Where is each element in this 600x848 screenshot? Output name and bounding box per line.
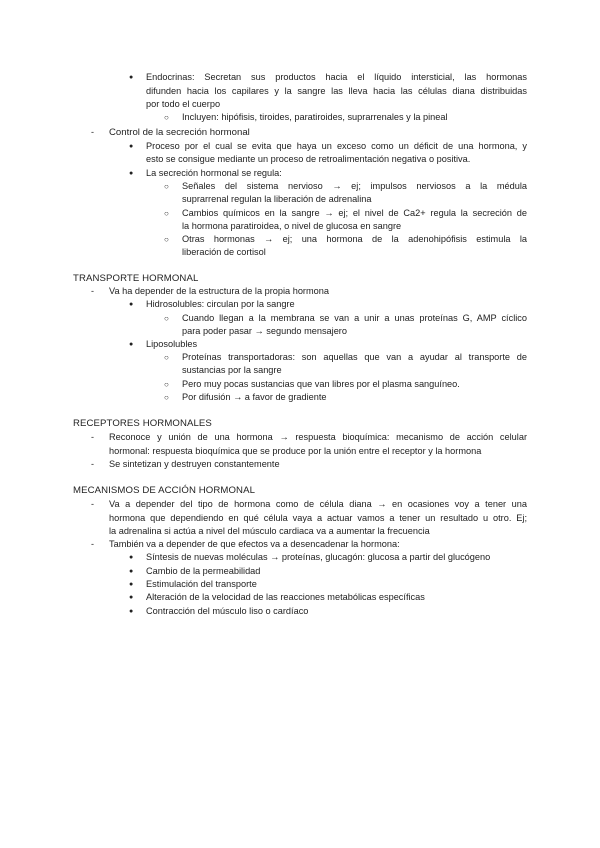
text-line: Liposolubles bbox=[146, 339, 198, 349]
circle-bullet-icon: ○ bbox=[164, 353, 169, 362]
text-line: Señales del sistema nervioso → ej; impulsos nerviosos a la médula bbox=[182, 181, 527, 191]
bullet-icon: ● bbox=[129, 143, 134, 150]
text-line: hormonal: respuesta bioquímica que se produce por la unión entre el receptor y la hormona bbox=[109, 446, 482, 456]
text-line: También va a depender de que efectos va a desencadenar la hormona: bbox=[109, 539, 400, 549]
text-line: Otras hormonas → ej; una hormona de la adenohipófisis estimula la bbox=[182, 234, 527, 244]
bullet-icon: ● bbox=[129, 341, 134, 348]
text-line: Incluyen: hipófisis, tiroides, paratiroides, suprarrenales y la pineal bbox=[182, 112, 448, 122]
text-line: La secreción hormonal se regula: bbox=[146, 168, 282, 178]
bullet-icon: ● bbox=[129, 74, 134, 81]
text-line: Hidrosolubles: circulan por la sangre bbox=[146, 299, 295, 309]
text-line: esto se consigue mediante un proceso de retroalimentación negativa o positiva. bbox=[146, 154, 471, 164]
text-line: por todo el cuerpo bbox=[146, 99, 221, 109]
circle-bullet-icon: ○ bbox=[164, 380, 169, 389]
text-line: Se sintetizan y destruyen constantemente bbox=[109, 459, 280, 469]
text-line: Endocrinas: Secretan sus productos hacia el líquido intersticial, las hormonas bbox=[146, 72, 527, 82]
circle-bullet-icon: ○ bbox=[164, 235, 169, 244]
section-heading: MECANISMOS DE ACCIÓN HORMONAL bbox=[73, 485, 256, 496]
text-line: Proteínas transportadoras: son aquellas que van a ayudar al transporte de bbox=[182, 352, 527, 362]
circle-bullet-icon: ○ bbox=[164, 314, 169, 323]
text-line: hormona que dependiendo en qué célula vaya a actuar vamos a tener un resultado u otro. Ej; bbox=[109, 513, 527, 523]
text-line: para poder pasar → segundo mensajero bbox=[182, 326, 347, 336]
text-line: Pero muy pocas sustancias que van libres por el plasma sanguíneo. bbox=[182, 379, 460, 389]
dash-bullet-icon: - bbox=[91, 539, 94, 549]
text-line: suprarrenal regulan la liberación de adrenalina bbox=[182, 194, 372, 204]
circle-bullet-icon: ○ bbox=[164, 113, 169, 122]
text-line: Cambios químicos en la sangre → ej; el nivel de Ca2+ regula la secreción de bbox=[182, 208, 527, 218]
text-line: sustancias por la sangre bbox=[182, 365, 282, 375]
circle-bullet-icon: ○ bbox=[164, 182, 169, 191]
list-item: Alteración de la velocidad de las reacciones metabólicas específicas bbox=[146, 592, 425, 602]
text-line: Reconoce y unión de una hormona → respuesta bioquímica: mecanismo de acción celular bbox=[109, 432, 527, 442]
list-item: Estimulación del transporte bbox=[146, 579, 257, 589]
bullet-icon: ● bbox=[129, 301, 134, 308]
section-heading: RECEPTORES HORMONALES bbox=[73, 418, 212, 429]
dash-bullet-icon: - bbox=[91, 499, 94, 509]
text-line: Por difusión → a favor de gradiente bbox=[182, 392, 327, 402]
dash-bullet-icon: - bbox=[91, 432, 94, 442]
list-item: Cambio de la permeabilidad bbox=[146, 566, 261, 576]
text-line: difunden hacia los capilares y la sangre las lleva hacia las células diana distribuidas bbox=[146, 86, 527, 96]
dash-bullet-icon: - bbox=[91, 286, 94, 296]
bullet-icon: ● bbox=[129, 170, 134, 177]
list-item: Síntesis de nuevas moléculas → proteínas, glucagón: glucosa a partir del glucógeno bbox=[146, 552, 491, 562]
bullet-icon: ● bbox=[129, 554, 134, 561]
circle-bullet-icon: ○ bbox=[164, 209, 169, 218]
bullet-icon: ● bbox=[129, 568, 134, 575]
text-line: Va a depender del tipo de hormona como de célula diana → en ocasiones voy a tener una bbox=[109, 499, 527, 509]
bullet-icon: ● bbox=[129, 594, 134, 601]
text-line: Cuando llegan a la membrana se van a unir a unas proteínas G, AMP cíclico bbox=[182, 313, 527, 323]
dash-bullet-icon: - bbox=[91, 459, 94, 469]
section-heading: TRANSPORTE HORMONAL bbox=[73, 273, 199, 284]
text-line: la adrenalina si actúa a nivel del músculo cardiaca va a aumentar la frecuencia bbox=[109, 526, 430, 536]
dash-bullet-icon: - bbox=[91, 127, 94, 137]
text-line: Proceso por el cual se evita que haya un exceso como un déficit de una hormona, y bbox=[146, 141, 527, 151]
list-item: Contracción del músculo liso o cardíaco bbox=[146, 606, 309, 616]
text-line: liberación de cortisol bbox=[182, 247, 266, 257]
bullet-icon: ● bbox=[129, 581, 134, 588]
circle-bullet-icon: ○ bbox=[164, 393, 169, 402]
bullet-icon: ● bbox=[129, 608, 134, 615]
section-line: Control de la secreción hormonal bbox=[109, 127, 250, 138]
text-line: Va ha depender de la estructura de la propia hormona bbox=[109, 286, 329, 296]
text-line: la hormona paratiroidea, o nivel de glucosa en sangre bbox=[182, 221, 402, 231]
